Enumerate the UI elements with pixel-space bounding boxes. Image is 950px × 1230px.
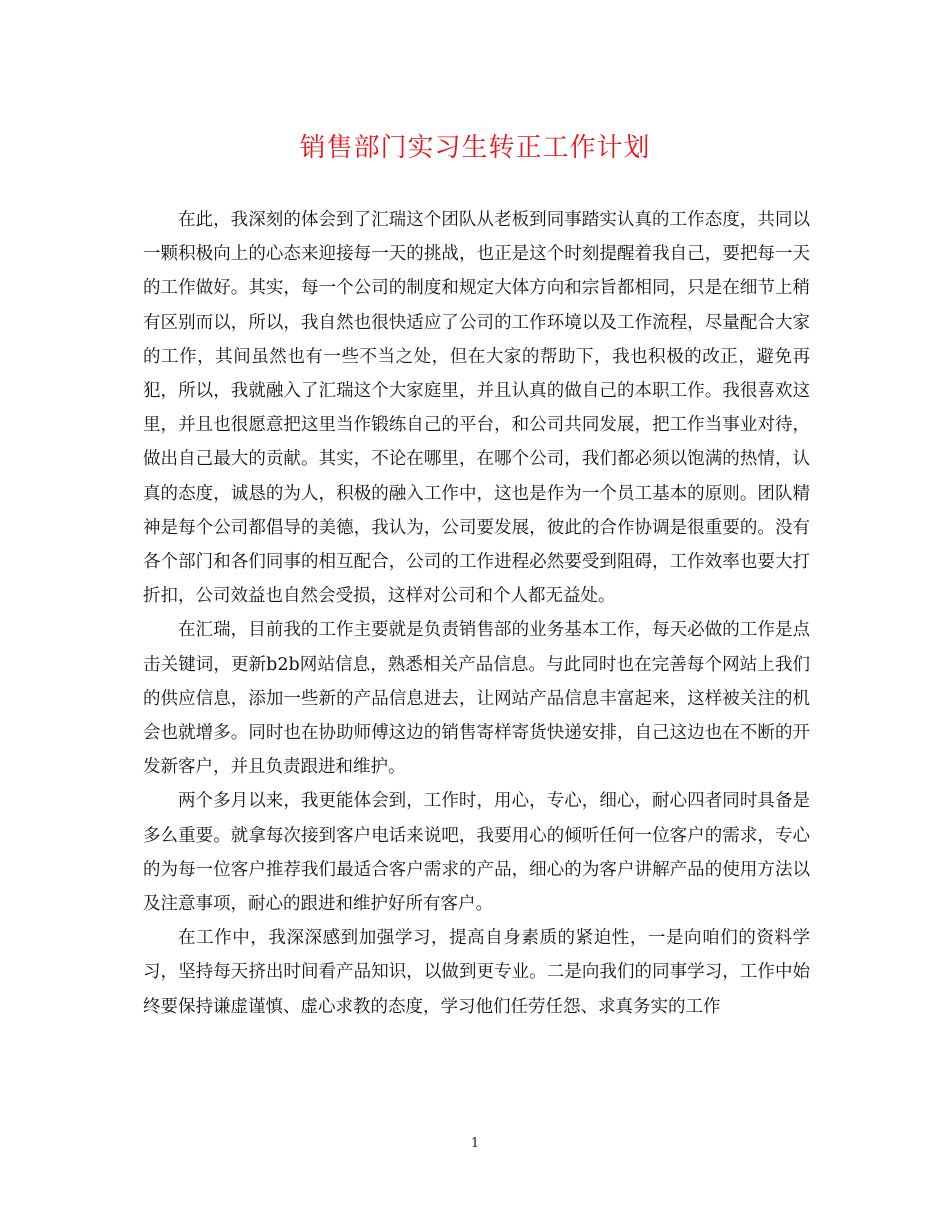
- page-number: 1: [470, 1136, 480, 1151]
- paragraph-2: 在汇瑞，目前我的工作主要就是负责销售部的业务基本工作，每天必做的工作是点击关键词，更新b2b网站信息，熟悉相关产品信息。与此同时也在完善每个网站上我们的供应信息，添加一些新的产品信息进去，让网站产品信息丰富起来，这样被关注的机会也就增多。同时也在协助师傅这边的销售寄样寄货快递安排，自己这边也在不断的开发新客户，并且负责跟进和维护。: [143, 620, 810, 778]
- document-title: 销售部门实习生转正工作计划: [299, 133, 651, 163]
- paragraph-4: 在工作中，我深深感到加强学习，提高自身素质的紧迫性，一是向咱们的资料学习，坚持每天挤出时间看产品知识，以做到更专业。二是向我们的同事学习，工作中始终要保持谦虚谨慎、虚心求教的态度，学习他们任劳任怨、求真务实的工作: [143, 928, 810, 1017]
- paragraph-3: 两个多月以来，我更能体会到，工作时，用心，专心，细心，耐心四者同时具备是多么重要。就拿每次接到客户电话来说吧，我要用心的倾听任何一位客户的需求，专心的为每一位客户推荐我们最适合客户需求的产品，细心的为客户讲解产品的使用方法以及注意事项，耐心的跟进和维护好所有客户。: [143, 791, 810, 915]
- paragraph-1: 在此，我深刻的体会到了汇瑞这个团队从老板到同事踏实认真的工作态度，共同以一颗积极向上的心态来迎接每一天的挑战，也正是这个时刻提醒着我自己，要把每一天的工作做好。其实，每一个公司的制度和规定大体方向和宗旨都相同，只是在细节上稍有区别而以，所以，我自然也很快适应了公司的工作环境以及工作流程，尽量配合大家的工作，其间虽然也有一些不当之处，但在大家的帮助下，我也积极的改正，避免再犯，所以，我就融入了汇瑞这个大家庭里，并且认真的做自己的本职工作。我很喜欢这里，并且也很愿意把这里当作锻练自己的平台，和公司共同发展，把工作当事业对待，做出自己最大的贡献。其实，不论在哪里，在哪个公司，我们都必须以饱满的热情，认真的态度，诚恳的为人，积极的融入工作中，这也是作为一个员工基本的原则。团队精神是每个公司都倡导的美德，我认为，公司要发展，彼此的合作协调是很重要的。没有各个部门和各们同事的相互配合，公司的工作进程必然要受到阻碍，工作效率也要大打折扣，公司效益也自然会受损，这样对公司和个人都无益处。: [143, 210, 810, 607]
- document-body: [143, 203, 810, 1024]
